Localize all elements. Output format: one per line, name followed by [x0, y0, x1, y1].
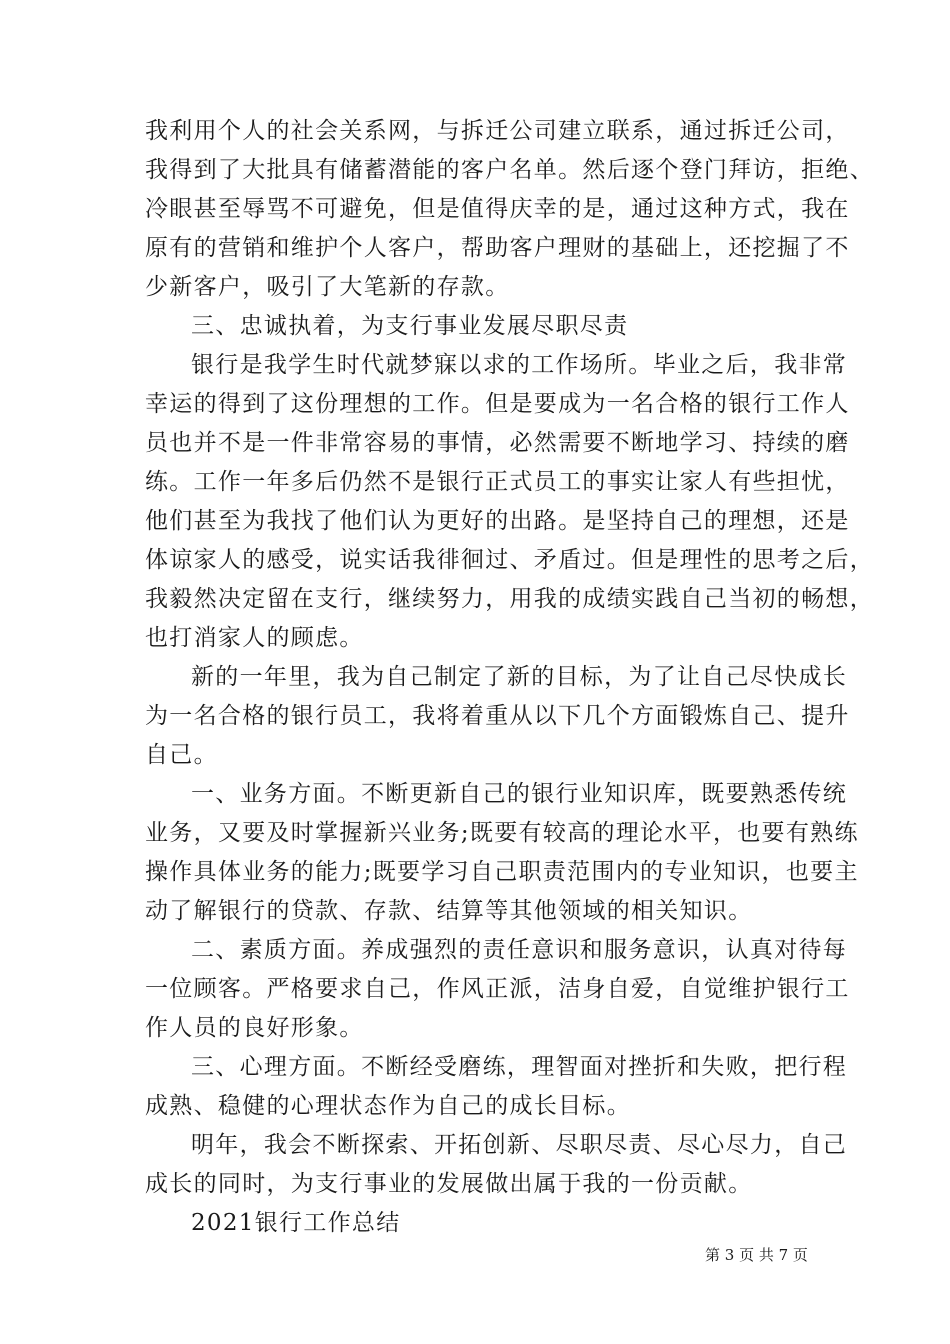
text-line: 练。工作一年多后仍然不是银行正式员工的事实让家人有些担忧， [145, 469, 850, 495]
text-line: 明年，我会不断探索、开拓创新、尽职尽责、尽心尽力，自己 [191, 1132, 848, 1158]
text-line: 少新客户，吸引了大笔新的存款。 [145, 274, 510, 300]
document-body [145, 112, 874, 1243]
document-title-line: 2021银行工作总结 [191, 1210, 401, 1236]
section-heading: 三、忠诚执着，为支行事业发展尽职尽责 [191, 313, 629, 339]
text-line: 一位顾客。严格要求自己，作风正派，洁身自爱，自觉维护银行工 [145, 976, 850, 1002]
text-line: 新的一年里，我为自己制定了新的目标，为了让自己尽快成长 [191, 664, 848, 690]
text-line: 为一名合格的银行员工，我将着重从以下几个方面锻炼自己、提升 [145, 703, 850, 729]
text-line: 冷眼甚至辱骂不可避免，但是值得庆幸的是，通过这种方式，我在 [145, 196, 850, 222]
text-line: 员也并不是一件非常容易的事情，必然需要不断地学习、持续的磨 [145, 430, 850, 456]
text-line: 自己。 [145, 742, 218, 768]
text-line: 成长的同时，为支行事业的发展做出属于我的一份贡献。 [145, 1171, 753, 1197]
text-line: 体谅家人的感受，说实话我徘徊过、矛盾过。但是理性的思考之后， [145, 547, 874, 573]
text-line: 原有的营销和维护个人客户，帮助客户理财的基础上，还挖掘了不 [145, 235, 850, 261]
text-line: 成熟、稳健的心理状态作为自己的成长目标。 [145, 1093, 631, 1119]
text-line: 一、业务方面。不断更新自己的银行业知识库，既要熟悉传统 [191, 781, 848, 807]
text-line: 业务，又要及时掌握新兴业务;既要有较高的理论水平，也要有熟练 [145, 820, 859, 846]
text-line: 作人员的良好形象。 [145, 1015, 364, 1041]
text-line: 我利用个人的社会关系网，与拆迁公司建立联系，通过拆迁公司， [145, 118, 850, 144]
text-line: 操作具体业务的能力;既要学习自己职责范围内的专业知识，也要主 [145, 859, 859, 885]
text-line: 也打消家人的顾虑。 [145, 625, 364, 651]
text-line: 银行是我学生时代就梦寐以求的工作场所。毕业之后，我非常 [191, 352, 848, 378]
text-line: 我得到了大批具有储蓄潜能的客户名单。然后逐个登门拜访，拒绝、 [145, 157, 874, 183]
text-line: 动了解银行的贷款、存款、结算等其他领域的相关知识。 [145, 898, 753, 924]
text-line: 他们甚至为我找了他们认为更好的出路。是坚持自己的理想，还是 [145, 508, 850, 534]
text-line: 幸运的得到了这份理想的工作。但是要成为一名合格的银行工作人 [145, 391, 850, 417]
page-number: 第 3 页 共 7 页 [705, 1246, 808, 1264]
text-line: 二、素质方面。养成强烈的责任意识和服务意识，认真对待每 [191, 937, 848, 963]
text-line: 我毅然决定留在支行，继续努力，用我的成绩实践自己当初的畅想， [145, 586, 874, 612]
text-line: 三、心理方面。不断经受磨练，理智面对挫折和失败，把行程 [191, 1054, 848, 1080]
